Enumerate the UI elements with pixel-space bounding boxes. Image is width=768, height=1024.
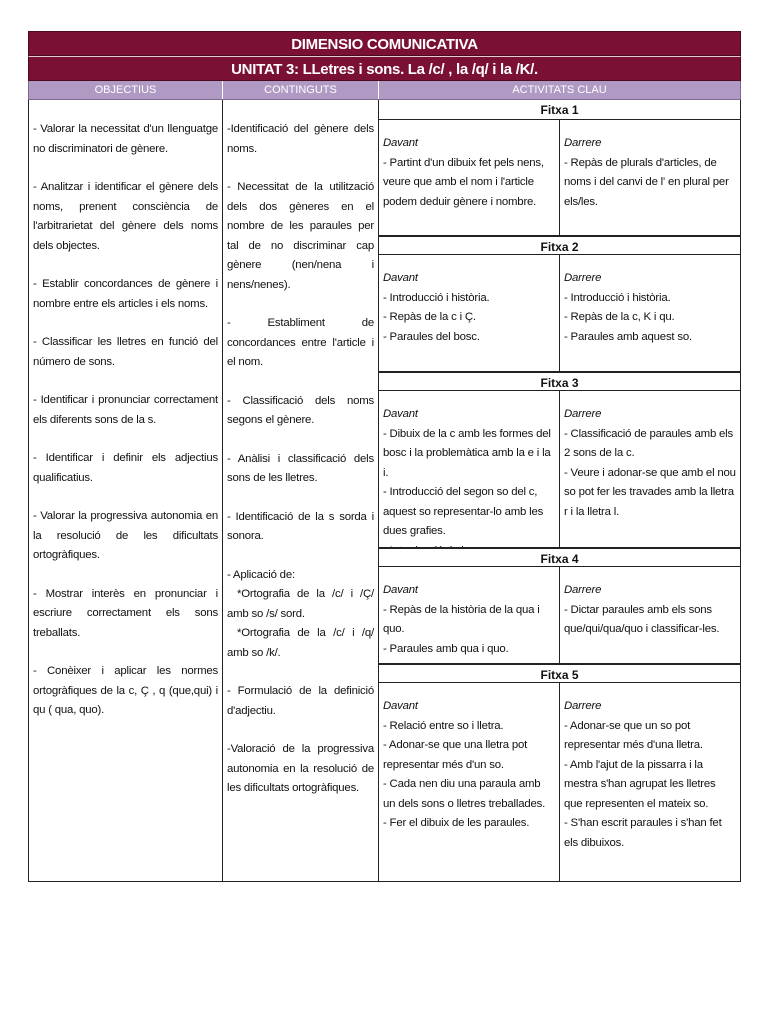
fitxa-row bbox=[379, 120, 740, 235]
objectiu-item: - Conèixer i aplicar les normes ortogràfiques de la c, Ç , q (que,qui) i qu ( qua, quo). bbox=[33, 665, 218, 716]
contingut-item: - Establiment de concordances entre l'article i el nom. bbox=[227, 317, 374, 368]
darrere-item: - Repàs de plurals d'articles, de noms i del canvi de l' en plural per els/les. bbox=[564, 156, 729, 208]
fitxa-title: Fitxa 2 bbox=[379, 235, 740, 255]
contingut-item: - Aplicació de: bbox=[227, 568, 295, 581]
column-headers bbox=[28, 81, 741, 100]
davant-item: - Repàs de la història de la qua i quo. bbox=[383, 603, 540, 635]
activitats-column bbox=[379, 100, 740, 881]
objectiu-item: - Establir concordances de gènere i nombre entre els articles i els noms. bbox=[33, 278, 218, 310]
davant-label: Davant bbox=[383, 408, 418, 420]
davant-item: - Repàs de la c i Ç. bbox=[383, 311, 476, 323]
contingut-item: *Ortografia de la /c/ i /q/ amb so /k/. bbox=[227, 627, 374, 659]
darrere-item: - Dictar paraules amb els sons que/qui/qua/quo i classificar-les. bbox=[564, 603, 720, 635]
davant-item: - Relació entre so i lletra. bbox=[383, 719, 504, 732]
davant-label: Davant bbox=[383, 584, 418, 596]
fitxa-title: Fitxa 3 bbox=[379, 371, 740, 391]
contingut-item: - Identificació de la s sorda i sonora. bbox=[227, 510, 374, 542]
fitxa-davant-cell bbox=[379, 567, 560, 663]
davant-item: - Fer el dibuix de les paraules. bbox=[383, 817, 530, 829]
davant-item: - Cada nen diu una paraula amb un dels sons o lletres treballades. bbox=[383, 778, 546, 810]
contingut-item: - Necessitat de la utilització dels dos gèneres en el nombre de les paraules per tal de no discriminar cap gènere (nen/nena i nens/nenes). bbox=[227, 181, 374, 291]
contingut-item: -Identificació del gènere dels noms. bbox=[227, 123, 374, 155]
darrere-label: Darrere bbox=[564, 137, 602, 149]
header-objectius: OBJECTIUS bbox=[29, 81, 223, 99]
darrere-item: - Amb l'ajut de la pissarra i la mestra s'han agrupat les lletres que representen el mateix so. bbox=[564, 758, 716, 810]
fitxa-row bbox=[379, 255, 740, 371]
header-continguts: CONTINGUTS bbox=[223, 81, 379, 99]
davant-label: Davant bbox=[383, 700, 418, 712]
objectiu-item: - Identificar i definir els adjectius qualificatius. bbox=[33, 452, 218, 484]
fitxa-darrere-cell bbox=[560, 683, 740, 881]
fitxa-darrere-cell bbox=[560, 120, 740, 235]
fitxa-davant-cell bbox=[379, 683, 560, 881]
darrere-item: - Repàs de la c, K i qu. bbox=[564, 311, 675, 323]
davant-item: - Paraules del bosc. bbox=[383, 330, 480, 343]
darrere-label: Darrere bbox=[564, 272, 602, 284]
objectiu-item: - Identificar i pronunciar correctament els diferents sons de la s. bbox=[33, 394, 218, 426]
davant-item: - Partint d'un dibuix fet pels nens, veure que amb el nom i l'article podem deduir gènere i nombre. bbox=[383, 156, 544, 208]
contingut-item: *Ortografia de la /c/ i /Ç/ amb so /s/ sord. bbox=[227, 588, 374, 620]
fitxa-davant-cell bbox=[379, 120, 560, 235]
dimension-title: DIMENSIO COMUNICATIVA bbox=[28, 31, 741, 56]
table-body bbox=[28, 100, 741, 882]
darrere-item: - Introducció i història. bbox=[564, 291, 671, 304]
fitxa-row bbox=[379, 391, 740, 547]
fitxa-davant-cell bbox=[379, 391, 560, 547]
davant-item: - Adonar-se que una lletra pot representar més d'un so. bbox=[383, 739, 528, 771]
davant-item: - Introducció i història. bbox=[383, 291, 490, 304]
davant-label: Davant bbox=[383, 137, 418, 149]
darrere-item: - S'han escrit paraules i s'han fet els dibuixos. bbox=[564, 817, 722, 849]
continguts-column bbox=[223, 100, 379, 881]
davant-item: - Introducció del segon so del c, aquest so representar-lo amb les dues grafies. bbox=[383, 486, 544, 537]
darrere-item: - Adonar-se que un so pot representar més d'una lletra. bbox=[564, 719, 703, 751]
fitxa-darrere-cell bbox=[560, 391, 740, 547]
contingut-item: - Classificació dels noms segons el gènere. bbox=[227, 394, 374, 426]
contingut-item: - Anàlisi i classificació dels sons de les lletres. bbox=[227, 452, 374, 484]
darrere-item: - Classificació de paraules amb els 2 sons de la c. bbox=[564, 427, 733, 459]
davant-item: - Paraules amb qua i quo. bbox=[383, 642, 509, 655]
objectiu-item: - Valorar la necessitat d'un llenguatge no discriminatori de gènere. bbox=[33, 123, 218, 155]
header-activitats: ACTIVITATS CLAU bbox=[512, 84, 607, 96]
davant-label: Davant bbox=[383, 272, 418, 284]
darrere-label: Darrere bbox=[564, 700, 602, 712]
contingut-item: - Formulació de la definició d'adjectiu. bbox=[227, 685, 374, 717]
objectiu-item: - Mostrar interès en pronunciar i escriure correctament els sons treballats. bbox=[33, 587, 218, 639]
darrere-item: - Paraules amb aquest so. bbox=[564, 330, 692, 343]
darrere-item: - Veure i adonar-se que amb el nou so pot fer les travades amb la lletra r i la lletra l. bbox=[564, 466, 736, 518]
fitxa-title: Fitxa 4 bbox=[379, 547, 740, 567]
objectiu-item: - Classificar les lletres en funció del número de sons. bbox=[33, 336, 218, 368]
fitxa-darrere-cell bbox=[560, 567, 740, 663]
fitxa-darrere-cell bbox=[560, 255, 740, 371]
fitxa-row bbox=[379, 683, 740, 881]
curriculum-table bbox=[28, 31, 741, 882]
fitxa-davant-cell bbox=[379, 255, 560, 371]
fitxa-row bbox=[379, 567, 740, 663]
objectiu-item: - Valorar la progressiva autonomia en la resolució de les dificultats ortogràfiques. bbox=[33, 510, 218, 561]
darrere-label: Darrere bbox=[564, 584, 602, 596]
unit-title: UNITAT 3: LLetres i sons. La /c/ , la /q/ i la /K/. bbox=[28, 56, 741, 81]
objectiu-item: - Analitzar i identificar el gènere dels noms, prenent consciència de l'arbitrarietat del gènere dels noms dels objectes. bbox=[33, 181, 218, 252]
fitxa-title: Fitxa 1 bbox=[379, 100, 740, 120]
fitxa-title: Fitxa 5 bbox=[379, 663, 740, 683]
objectius-column bbox=[29, 100, 223, 881]
contingut-item: -Valoració de la progressiva autonomia en la resolució de les dificultats ortogràfiques. bbox=[227, 743, 374, 794]
davant-item: - Dibuix de la c amb les formes del bosc i la problemàtica amb la e i la i. bbox=[383, 427, 551, 479]
darrere-label: Darrere bbox=[564, 408, 602, 420]
